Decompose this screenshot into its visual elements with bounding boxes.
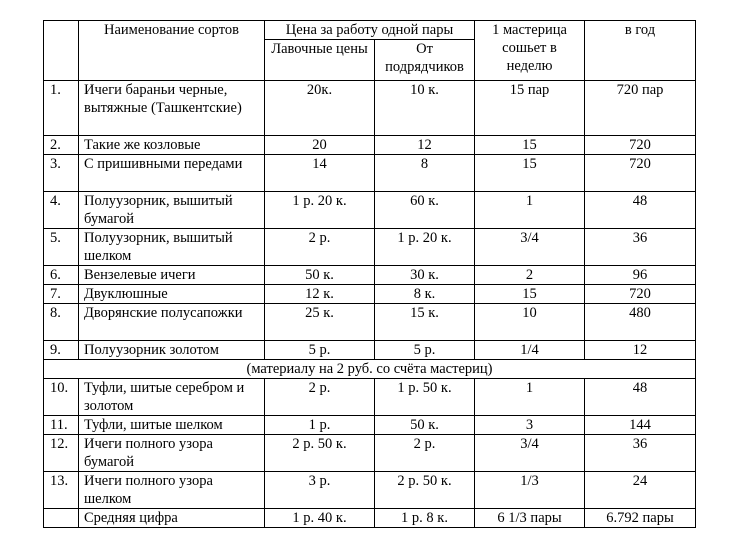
average-number-cell [44, 509, 79, 528]
row-shop-price: 25 к. [265, 304, 375, 341]
row-number: 9. [44, 341, 79, 360]
row-per-week: 3/4 [475, 435, 585, 472]
row-per-year: 720 [585, 155, 696, 192]
table-row [44, 416, 696, 435]
row-contractor-price: 8 [375, 155, 475, 192]
table-row [44, 266, 696, 285]
table-row [44, 379, 696, 416]
row-per-week: 3 [475, 416, 585, 435]
row-number: 8. [44, 304, 79, 341]
row-per-year: 48 [585, 379, 696, 416]
table-row [44, 81, 696, 136]
row-shop-price: 2 р. [265, 379, 375, 416]
row-number: 12. [44, 435, 79, 472]
row-contractor-price: 5 р. [375, 341, 475, 360]
row-shop-price: 14 [265, 155, 375, 192]
row-name: Туфли, шитые серебром и золотом [79, 379, 265, 416]
note-row [44, 360, 696, 379]
row-shop-price: 2 р. 50 к. [265, 435, 375, 472]
row-per-year: 720 [585, 136, 696, 155]
average-per-week: 6 1/3 пары [475, 509, 585, 528]
row-name: Такие же козловые [79, 136, 265, 155]
row-contractor-price: 8 к. [375, 285, 475, 304]
row-number: 10. [44, 379, 79, 416]
row-per-year: 36 [585, 229, 696, 266]
row-name: Полуузорник, вышитый бумагой [79, 192, 265, 229]
row-number: 1. [44, 81, 79, 136]
row-shop-price: 2 р. [265, 229, 375, 266]
row-name: Ичеги полного узора шелком [79, 472, 265, 509]
row-contractor-price: 1 р. 50 к. [375, 379, 475, 416]
row-contractor-price: 12 [375, 136, 475, 155]
table-row [44, 341, 696, 360]
row-number: 3. [44, 155, 79, 192]
table-row [44, 229, 696, 266]
row-contractor-price: 15 к. [375, 304, 475, 341]
row-name: Ичеги бараньи черные, вытяжные (Ташкентские) [79, 81, 265, 136]
materials-note: (материалу на 2 руб. со счёта мастериц) [44, 360, 696, 379]
row-per-year: 96 [585, 266, 696, 285]
header-number-cell [44, 21, 79, 81]
row-per-week: 15 [475, 155, 585, 192]
average-per-year: 6.792 пары [585, 509, 696, 528]
row-name: Дворянские полусапожки [79, 304, 265, 341]
row-per-year: 24 [585, 472, 696, 509]
row-per-week: 2 [475, 266, 585, 285]
row-per-week: 1 [475, 192, 585, 229]
row-contractor-price: 10 к. [375, 81, 475, 136]
header-shop-prices: Лавочные цены [265, 40, 375, 81]
average-shop-price: 1 р. 40 к. [265, 509, 375, 528]
header-price-group: Цена за работу одной пары [265, 21, 475, 40]
table-row [44, 304, 696, 341]
row-number: 4. [44, 192, 79, 229]
price-table [43, 20, 696, 528]
table-row [44, 472, 696, 509]
row-per-week: 15 [475, 136, 585, 155]
row-contractor-price: 2 р. 50 к. [375, 472, 475, 509]
row-name: Полуузорник, вышитый шелком [79, 229, 265, 266]
table-row [44, 136, 696, 155]
row-number: 7. [44, 285, 79, 304]
row-contractor-price: 1 р. 20 к. [375, 229, 475, 266]
row-shop-price: 20 [265, 136, 375, 155]
row-per-year: 144 [585, 416, 696, 435]
row-name: Полуузорник золотом [79, 341, 265, 360]
header-row [44, 21, 696, 40]
row-per-year: 48 [585, 192, 696, 229]
row-contractor-price: 2 р. [375, 435, 475, 472]
row-per-year: 720 пар [585, 81, 696, 136]
row-name: Вензелевые ичеги [79, 266, 265, 285]
row-number: 2. [44, 136, 79, 155]
table-row [44, 155, 696, 192]
row-per-year: 480 [585, 304, 696, 341]
row-shop-price: 1 р. 20 к. [265, 192, 375, 229]
row-shop-price: 50 к. [265, 266, 375, 285]
row-number: 6. [44, 266, 79, 285]
row-per-year: 720 [585, 285, 696, 304]
row-shop-price: 3 р. [265, 472, 375, 509]
row-per-week: 3/4 [475, 229, 585, 266]
row-contractor-price: 30 к. [375, 266, 475, 285]
header-per-week: 1 мастерица сошьет в неделю [475, 21, 585, 81]
row-shop-price: 5 р. [265, 341, 375, 360]
row-per-week: 1 [475, 379, 585, 416]
row-per-week: 15 [475, 285, 585, 304]
average-contractor-price: 1 р. 8 к. [375, 509, 475, 528]
row-per-week: 1/4 [475, 341, 585, 360]
row-per-week: 10 [475, 304, 585, 341]
header-contractor-prices: От подрядчиков [375, 40, 475, 81]
row-number: 13. [44, 472, 79, 509]
row-name: Ичеги полного узора бумагой [79, 435, 265, 472]
row-shop-price: 20к. [265, 81, 375, 136]
row-number: 11. [44, 416, 79, 435]
header-name: Наименование сортов [79, 21, 265, 81]
row-contractor-price: 60 к. [375, 192, 475, 229]
row-per-year: 36 [585, 435, 696, 472]
row-name: Туфли, шитые шелком [79, 416, 265, 435]
table-row [44, 192, 696, 229]
row-per-week: 15 пар [475, 81, 585, 136]
average-label: Средняя цифра [79, 509, 265, 528]
row-contractor-price: 50 к. [375, 416, 475, 435]
table-row [44, 285, 696, 304]
header-per-year: в год [585, 21, 696, 81]
table-row [44, 435, 696, 472]
row-shop-price: 1 р. [265, 416, 375, 435]
row-number: 5. [44, 229, 79, 266]
row-per-year: 12 [585, 341, 696, 360]
row-per-week: 1/3 [475, 472, 585, 509]
average-row [44, 509, 696, 528]
row-name: Двуклюшные [79, 285, 265, 304]
row-name: С пришивными передами [79, 155, 265, 192]
row-shop-price: 12 к. [265, 285, 375, 304]
